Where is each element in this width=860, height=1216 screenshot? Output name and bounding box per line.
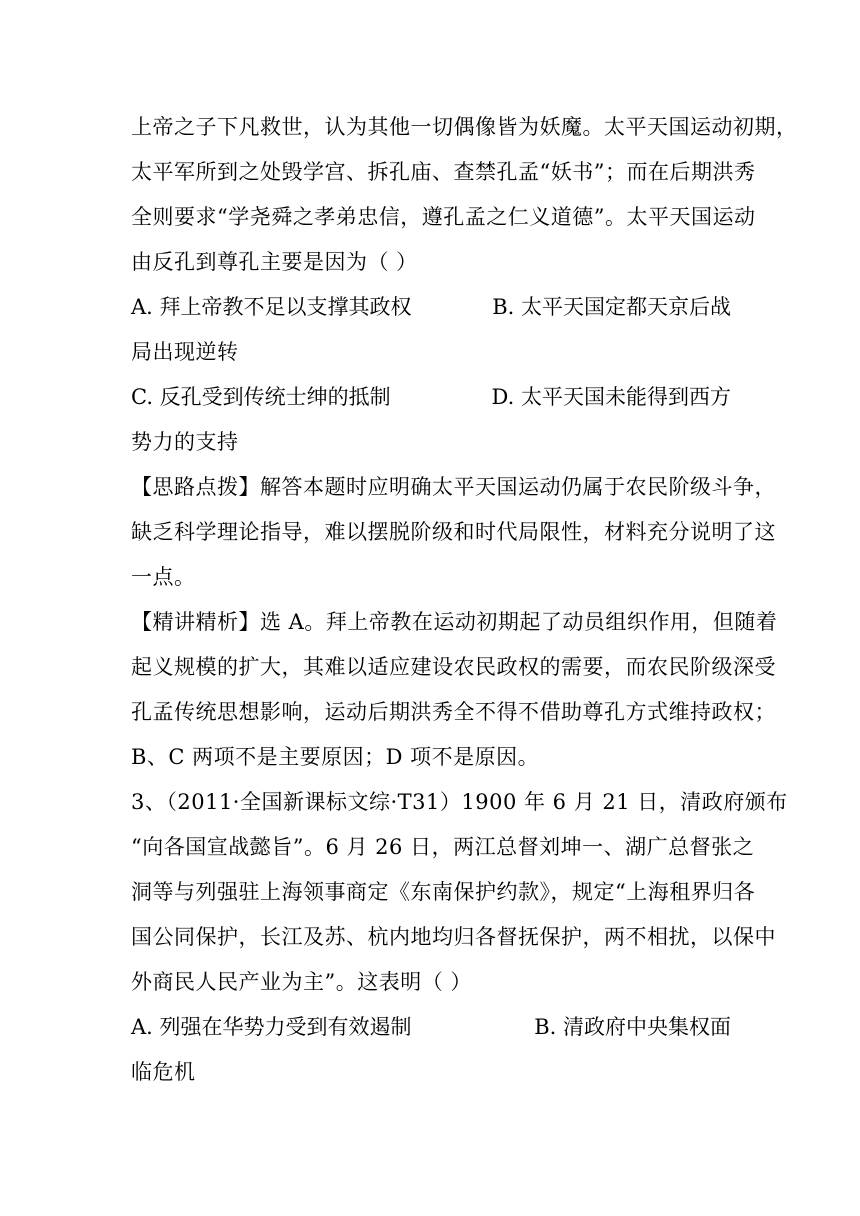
q2-analysis-line-2: 起义规模的扩大，其难以适应建设农民政权的需要，而农民阶级深受: [131, 655, 776, 679]
q2-hint-line-2: 缺乏科学理论指导，难以摆脱阶级和时代局限性，材料充分说明了这: [131, 520, 776, 544]
q2-stem-line-4: 由反孔到尊孔主要是因为（ ）: [131, 250, 418, 274]
q2-option-d-continuation: 势力的支持: [131, 430, 239, 454]
q3-option-b: B. 清政府中央集权面: [534, 1015, 731, 1039]
q2-options-cd: [131, 382, 731, 412]
q3-stem-line-2: “向各国宣战懿旨”。6 月 26 日，两江总督刘坤一、湖广总督张之: [131, 835, 755, 859]
q2-analysis-line-4: B、C 两项不是主要原因；D 项不是原因。: [131, 745, 540, 769]
q2-analysis-line-1: 【精讲精析】选 A。拜上帝教在运动初期起了动员组织作用，但随着: [131, 610, 778, 634]
q2-option-a: A. 拜上帝教不足以支撑其政权: [131, 295, 412, 319]
q3-stem-line-4: 国公同保护，长江及苏、杭内地均归各督抚保护，两不相扰，以保中: [131, 925, 776, 949]
q2-option-b-continuation: 局出现逆转: [131, 340, 239, 364]
q3-option-b-continuation: 临危机: [131, 1060, 196, 1084]
q2-option-b: B. 太平天国定都天京后战: [492, 295, 731, 319]
q2-stem-line-1: 上帝之子下凡救世，认为其他一切偶像皆为妖魔。太平天国运动初期，: [131, 115, 798, 139]
q3-stem-line-5: 外商民人民产业为主”。这表明（ ）: [131, 970, 472, 994]
q3-option-a: A. 列强在华势力受到有效遏制: [131, 1015, 412, 1039]
q2-stem-line-2: 太平军所到之处毁学宫、拆孔庙、查禁孔孟“妖书”；而在后期洪秀: [131, 160, 756, 184]
q2-option-c: C. 反孔受到传统士绅的抵制: [131, 385, 391, 409]
q2-options-ab: [131, 292, 731, 322]
q3-options-ab: [131, 1012, 731, 1042]
q2-hint-line-1: 【思路点拨】解答本题时应明确太平天国运动仍属于农民阶级斗争，: [131, 475, 776, 499]
q2-stem-line-3: 全则要求“学尧舜之孝弟忠信，遵孔孟之仁义道德”。太平天国运动: [131, 205, 756, 229]
q2-analysis-line-3: 孔孟传统思想影响，运动后期洪秀全不得不借助尊孔方式维持政权；: [131, 700, 776, 724]
q2-option-d: D. 太平天国未能得到西方: [491, 385, 731, 409]
q3-stem-line-1: 3、（2011·全国新课标文综·T31）1900 年 6 月 21 日，清政府颁布: [131, 790, 788, 814]
q3-stem-line-3: 洞等与列强驻上海领事商定《东南保护约款》，规定“上海租界归各: [131, 880, 756, 904]
q2-hint-line-3: 一点。: [131, 565, 196, 589]
